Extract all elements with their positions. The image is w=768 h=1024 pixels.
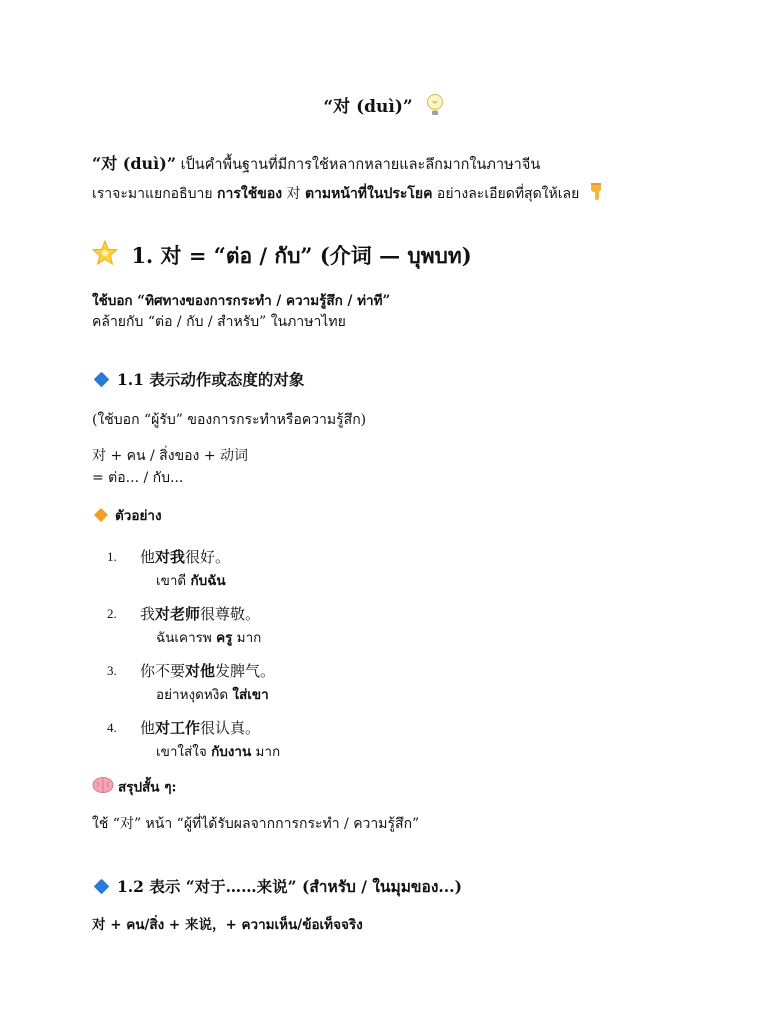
zh-part: 你不要 bbox=[140, 662, 186, 680]
example-chinese bbox=[140, 603, 260, 624]
list-item-number: 2. bbox=[107, 606, 117, 621]
page-title bbox=[0, 92, 768, 122]
example-chinese bbox=[140, 717, 260, 738]
intro-text-2d: ตามหน้าที่ในประโยค bbox=[304, 186, 433, 202]
orange-diamond-icon bbox=[94, 508, 108, 522]
title-text: “对 (duì)” bbox=[323, 97, 413, 117]
example-thai bbox=[156, 740, 280, 762]
section-1-usage-line-2: คล้ายกับ “ต่อ / กับ / สำหรับ” ในภาษาไทย bbox=[92, 314, 346, 330]
th-part: มาก bbox=[251, 744, 281, 760]
list-item-number: 4. bbox=[107, 720, 117, 735]
intro-text-2b: การใช้ของ bbox=[217, 186, 283, 202]
summary-label bbox=[92, 776, 176, 800]
subsection-1-2-heading bbox=[94, 874, 462, 899]
glowing-star-icon bbox=[92, 240, 118, 271]
zh-part: 我 bbox=[140, 605, 156, 623]
summary-text: ใช้ “对” หน้า “ผู้ที่ได้รับผลจากการกระทำ / ความรู้สึก” bbox=[92, 816, 420, 832]
th-highlight: กับฉัน bbox=[190, 573, 226, 589]
th-part: ฉันเคารพ bbox=[156, 630, 217, 646]
zh-highlight: 对老师 bbox=[155, 605, 201, 623]
th-part: เขาดี bbox=[156, 573, 191, 589]
intro-text-2c: 对 bbox=[282, 186, 305, 202]
zh-part: 很尊敬。 bbox=[200, 605, 261, 623]
intro-text-2e: อย่างละเอียดที่สุดให้เลย bbox=[432, 186, 580, 202]
th-part: มาก bbox=[232, 630, 262, 646]
pointing-down-icon bbox=[588, 181, 606, 207]
zh-part: 他 bbox=[140, 548, 156, 566]
zh-part: 很认真。 bbox=[200, 719, 261, 737]
subsection-1-1-note: (ใช้บอก “ผู้รับ” ของการกระทำหรือความรู้สึก) bbox=[92, 412, 367, 428]
subsection-1-2-pattern: 对 + คน/สิ่ง + 来说，+ ความเห็น/ข้อเท็จจริง bbox=[92, 917, 363, 933]
zh-highlight: 对我 bbox=[155, 548, 186, 566]
zh-part: 他 bbox=[140, 719, 156, 737]
blue-diamond-icon bbox=[94, 879, 110, 895]
summary-label-text: สรุปสั้น ๆ: bbox=[118, 779, 177, 796]
example-chinese bbox=[140, 660, 275, 681]
section-1-usage: ใช้บอก “ทิศทางของการกระทำ / ความรู้สึก / ท่าที” bbox=[92, 293, 391, 309]
example-chinese bbox=[140, 546, 230, 567]
subsection-1-2-title: 1.2 表示 “对于……来说” (สำหรับ / ในมุมของ...) bbox=[117, 877, 462, 896]
intro-term: “对 (duì)” bbox=[92, 154, 177, 173]
th-part: อย่าหงุดหงิด bbox=[156, 687, 233, 703]
th-highlight: ครู bbox=[216, 630, 233, 646]
section-1-heading bbox=[92, 240, 472, 275]
section-1-title: 1. 对 = “ต่อ / กับ” (介词 — บุพบท) bbox=[131, 243, 472, 268]
zh-part: 发脾气。 bbox=[215, 662, 276, 680]
example-thai bbox=[156, 683, 269, 705]
intro-line-1 bbox=[92, 154, 540, 175]
example-label-text: ตัวอย่าง bbox=[115, 508, 162, 524]
subsection-1-1-heading bbox=[94, 368, 304, 390]
example-label bbox=[94, 506, 162, 526]
intro-line-2 bbox=[92, 181, 606, 207]
brain-icon bbox=[92, 776, 114, 800]
pattern-line-2: = ต่อ... / กับ... bbox=[92, 470, 184, 486]
lightbulb-icon bbox=[425, 93, 445, 122]
subsection-1-1-title: 1.1 表示动作或态度的对象 bbox=[117, 370, 305, 389]
intro-text-1: เป็นคำพื้นฐานที่มีการใช้หลากหลายและลึกมากในภาษาจีน bbox=[176, 157, 541, 173]
th-part: เขาใส่ใจ bbox=[156, 744, 212, 760]
pattern-line-1: 对 + คน / สิ่งของ + 动词 bbox=[92, 448, 249, 464]
zh-part: 很好。 bbox=[185, 548, 231, 566]
intro-text-2a: เราจะมาแยกอธิบาย bbox=[92, 186, 218, 202]
zh-highlight: 对他 bbox=[185, 662, 216, 680]
th-highlight: ใส่เขา bbox=[232, 687, 269, 703]
th-highlight: กับงาน bbox=[211, 744, 252, 760]
list-item-number: 1. bbox=[107, 549, 117, 564]
example-thai bbox=[156, 626, 261, 648]
list-item-number: 3. bbox=[107, 663, 117, 678]
zh-highlight: 对工作 bbox=[155, 719, 201, 737]
blue-diamond-icon bbox=[94, 372, 110, 388]
example-thai bbox=[156, 569, 226, 591]
